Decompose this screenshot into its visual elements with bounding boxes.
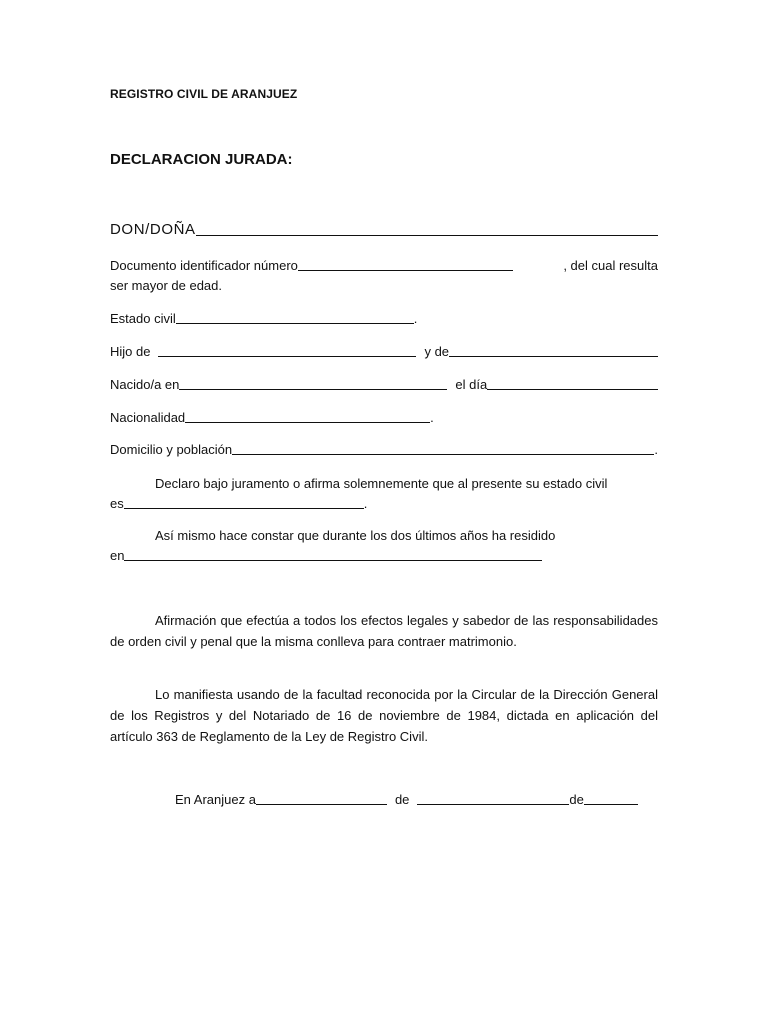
- documento-label: Documento identificador número: [110, 258, 298, 273]
- fecha-de-1: de: [394, 792, 410, 807]
- domicilio-end: .: [654, 442, 658, 457]
- documento-line-2-text: ser mayor de edad.: [110, 278, 223, 293]
- estado-civil-line: [110, 311, 658, 326]
- estado-civil-end: .: [413, 311, 418, 326]
- documento-field[interactable]: [298, 258, 513, 271]
- fecha-line: [175, 792, 638, 807]
- asi-mismo-field[interactable]: [124, 548, 542, 561]
- asi-mismo-line-1: Así mismo hace constar que durante los dos últimos años ha residido: [155, 528, 556, 543]
- nacido-label: Nacido/a en: [110, 377, 180, 392]
- fecha-mes-field[interactable]: [417, 792, 569, 805]
- nacionalidad-line: [110, 410, 658, 425]
- hijo-padre-field[interactable]: [158, 344, 416, 357]
- declaro-estado-field[interactable]: [124, 496, 364, 509]
- don-dona-line: [110, 221, 658, 238]
- estado-civil-label: Estado civil: [110, 311, 176, 326]
- registry-header: REGISTRO CIVIL DE ARANJUEZ: [110, 87, 298, 101]
- nacionalidad-end: .: [430, 410, 434, 425]
- hijo-and: y de: [424, 344, 450, 359]
- nacionalidad-field[interactable]: [185, 410, 430, 423]
- fecha-dia-field[interactable]: [256, 792, 387, 805]
- declaro-end: .: [363, 496, 368, 511]
- documento-line-2: [110, 278, 658, 293]
- domicilio-field[interactable]: [232, 442, 654, 455]
- nacido-line: [110, 377, 658, 392]
- afirmacion-paragraph: Afirmación que efectúa a todos los efectos legales y sabedor de las responsabilidades de orden civil y penal que la misma conlleva para contraer matrimonio.: [110, 613, 658, 649]
- domicilio-label: Domicilio y población: [110, 442, 233, 457]
- manifiesta-paragraph: Lo manifiesta usando de la facultad reconocida por la Circular de la Dirección General de los Registros y del Notariado de 16 de noviembre de 1984, dictada en aplicación del artículo 363 de Reglamento de la Ley de Registro Civil.: [110, 687, 658, 744]
- fecha-prefix: En Aranjuez a: [175, 792, 256, 807]
- declaro-line-2: [110, 496, 658, 511]
- fecha-de-2: de: [569, 792, 584, 807]
- document-title: DECLARACION JURADA:: [110, 151, 293, 168]
- nacido-dia-field[interactable]: [487, 377, 658, 390]
- domicilio-line: [110, 442, 658, 457]
- hijo-madre-field[interactable]: [449, 344, 658, 357]
- fecha-anio-field[interactable]: [584, 792, 638, 805]
- asi-mismo-line-2: [110, 548, 658, 563]
- declaro-prefix: es: [110, 496, 124, 511]
- hijo-line: [110, 344, 658, 359]
- documento-suffix: , del cual resulta: [563, 258, 658, 273]
- nacionalidad-label: Nacionalidad: [110, 410, 186, 425]
- hijo-label: Hijo de: [110, 344, 151, 359]
- documento-line: [110, 258, 658, 273]
- asi-mismo-prefix: en: [110, 548, 125, 563]
- don-dona-label: DON/DOÑA: [110, 221, 196, 238]
- nacido-dia-label: el día: [455, 377, 488, 392]
- declaro-line-1: Declaro bajo juramento o afirma solemnemente que al presente su estado civil: [155, 476, 608, 491]
- estado-civil-field[interactable]: [176, 311, 414, 324]
- don-dona-field[interactable]: [196, 223, 658, 236]
- nacido-lugar-field[interactable]: [179, 377, 447, 390]
